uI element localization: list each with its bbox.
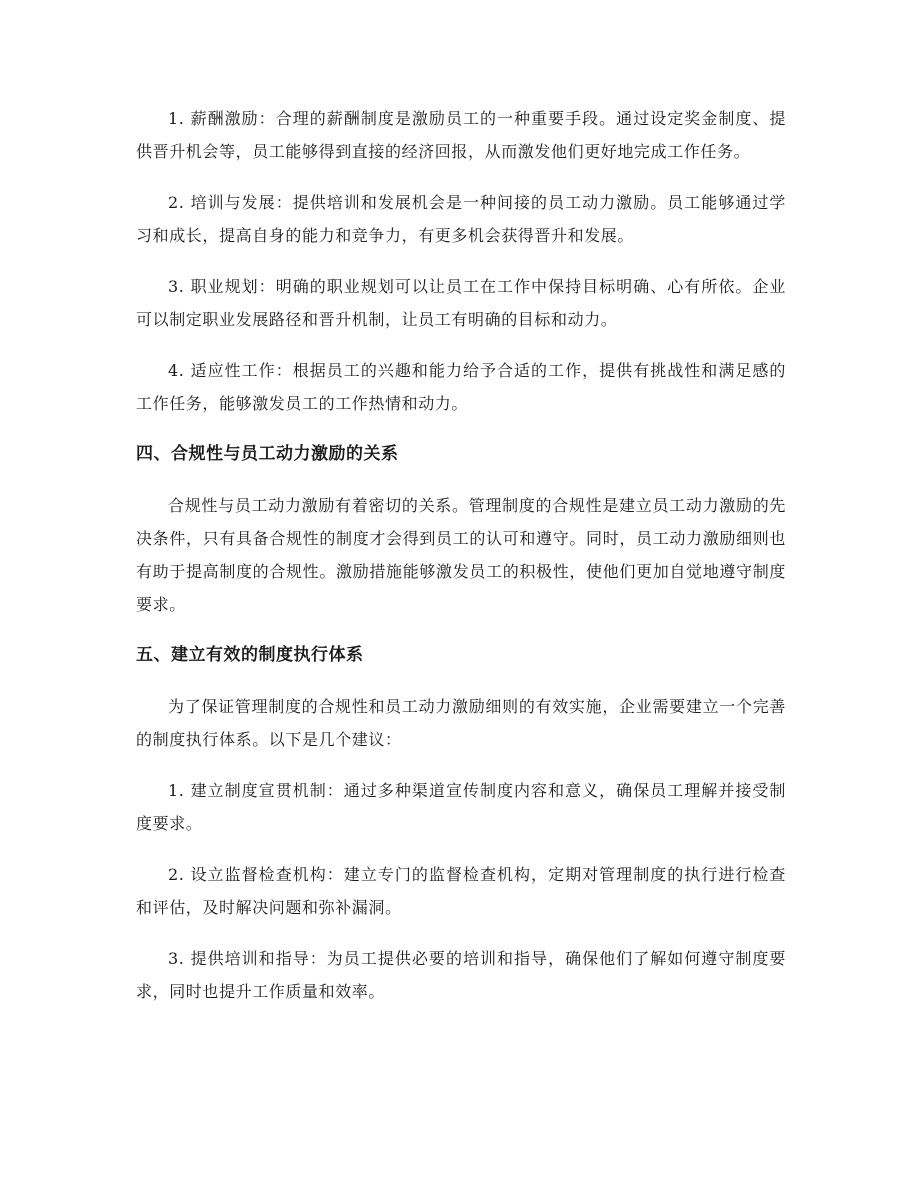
paragraph-training-guidance: 3. 提供培训和指导：为员工提供必要的培训和指导，确保他们了解如何遵守制度要求，同时也提升工作质量和效率。 [136,949,786,1001]
document-page [136,102,786,1026]
paragraph-adaptive-work: 4. 适应性工作：根据员工的兴趣和能力给予合适的工作，提供有挑战性和满足感的工作任务，能够激发员工的工作热情和动力。 [136,361,786,413]
paragraph-training-development: 2. 培训与发展：提供培训和发展机会是一种间接的员工动力激励。员工能够通过学习和成长，提高自身的能力和竞争力，有更多机会获得晋升和发展。 [136,193,786,245]
section-heading-compliance-motivation: 四、合规性与员工动力激励的关系 [136,444,399,464]
paragraph-salary-incentive: 1. 薪酬激励：合理的薪酬制度是激励员工的一种重要手段。通过设定奖金制度、提供晋升机会等，员工能够得到直接的经济回报，从而激发他们更好地完成工作任务。 [136,109,786,161]
paragraph-career-planning: 3. 职业规划：明确的职业规划可以让员工在工作中保持目标明确、心有所依。企业可以制定职业发展路径和晋升机制，让员工有明确的目标和动力。 [136,277,786,329]
paragraph-publicity-mechanism: 1. 建立制度宣贯机制：通过多种渠道宣传制度内容和意义，确保员工理解并接受制度要求。 [136,781,786,833]
section-heading-execution-system: 五、建立有效的制度执行体系 [136,645,364,665]
paragraph-supervision-agency: 2. 设立监督检查机构：建立专门的监督检查机构，定期对管理制度的执行进行检查和评估，及时解决问题和弥补漏洞。 [136,865,786,917]
paragraph-execution-intro: 为了保证管理制度的合规性和员工动力激励细则的有效实施，企业需要建立一个完善的制度执行体系。以下是几个建议： [136,697,786,749]
paragraph-compliance-relationship: 合规性与员工动力激励有着密切的关系。管理制度的合规性是建立员工动力激励的先决条件，只有具备合规性的制度才会得到员工的认可和遵守。同时，员工动力激励细则也有助于提高制度的合规性。激励措施能够激发员工的积极性，使他们更加自觉地遵守制度要求。 [136,496,786,614]
